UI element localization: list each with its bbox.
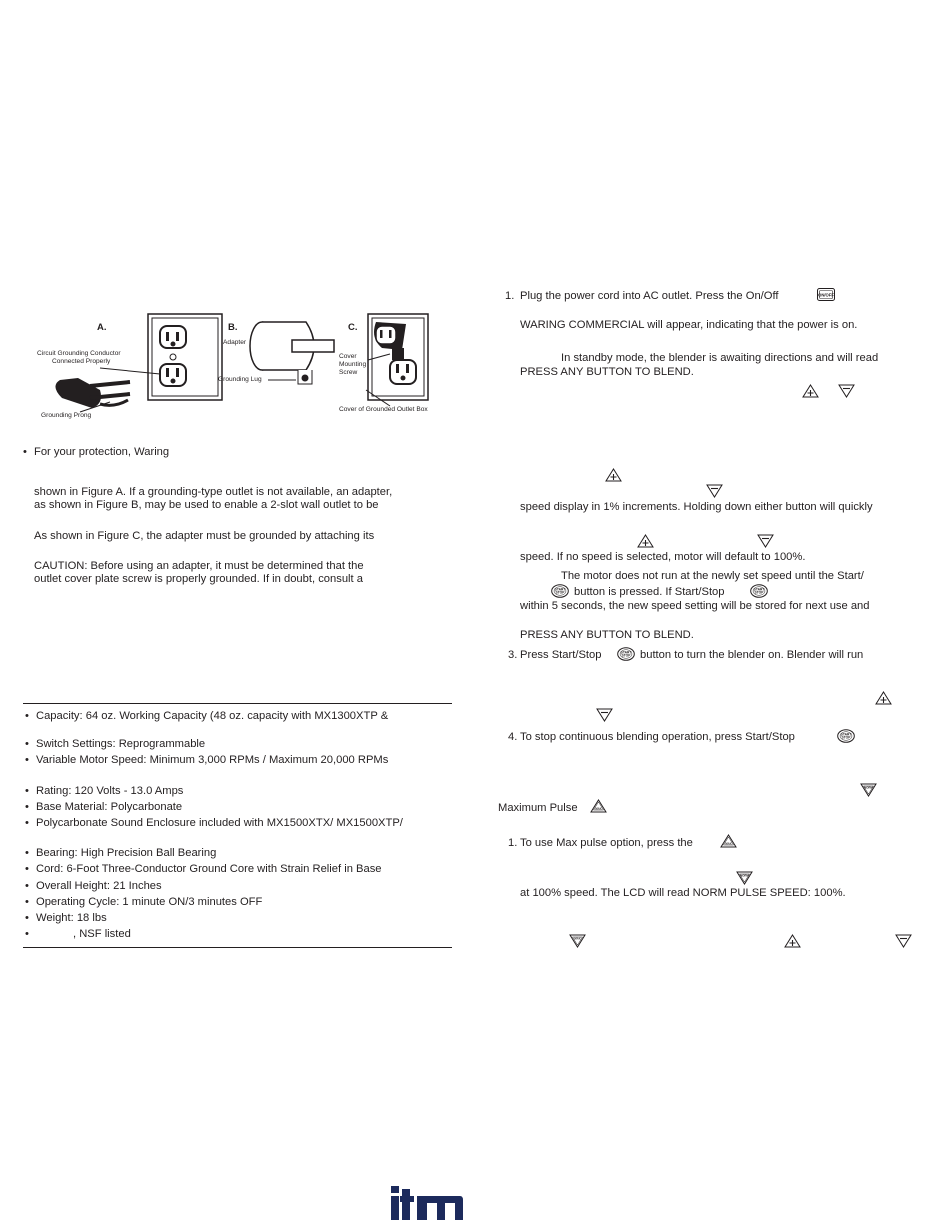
spec-cord: Cord: 6-Foot Three-Conductor Ground Core with Strain Relief in Base [36,863,382,875]
spec-operating-cycle: Operating Cycle: 1 minute ON/3 minutes OFF [36,896,263,908]
motor-note-line3: within 5 seconds, the new speed setting will be stored for next use and [520,600,870,612]
callout-cover-line2: Mounting [339,361,367,368]
bullet-marker: • [23,446,27,458]
on-off-button-icon [817,288,835,301]
spec-switch-settings: Switch Settings: Reprogrammable [36,738,206,750]
standby-line2: PRESS ANY BUTTON TO BLEND. [520,366,694,378]
callout-grounding-lug: Grounding Lug [218,376,262,383]
spec-capacity: Capacity: 64 oz. Working Capacity (48 oz. capacity with MX1300XTP & [36,710,389,722]
callout-circuit-line2: Connected Properly [52,358,111,365]
speed-down-icon [895,934,912,948]
motor-note-line2: button is pressed. If Start/Stop [574,586,725,598]
svg-text:START: START [840,732,852,737]
grounding-paragraph-line1: shown in Figure A. If a grounding-type outlet is not available, an adapter, [34,486,393,498]
start-stop-icon [617,647,635,661]
grounding-paragraph-line2: as shown in Figure B, may be used to enable a 2-slot wall outlet to be [34,499,379,511]
max-pulse-heading: Maximum Pulse [498,802,578,814]
spec-bullet: • [25,785,29,797]
speed-up-icon [605,468,622,482]
svg-text:STOP: STOP [621,653,631,658]
svg-text:START: START [554,587,566,592]
press-any-button-text: PRESS ANY BUTTON TO BLEND. [520,629,694,641]
spec-bullet: • [25,928,29,940]
max-pulse-icon [720,834,737,848]
spec-bearing: Bearing: High Precision Ball Bearing [36,847,217,859]
spec-nsf-listed: , NSF listed [73,928,131,940]
callout-cover-line3: Screw [339,369,358,376]
svg-text:MAX: MAX [574,936,581,941]
svg-text:STOP: STOP [841,735,851,740]
step1-text: Plug the power cord into AC outlet. Press the On/Off [520,290,779,302]
norm-pulse-icon [736,871,753,885]
step4-number: 4. [508,731,518,743]
specs-top-rule [23,703,452,704]
step3-text-a: Press Start/Stop [520,649,602,661]
spec-bullet: • [25,912,29,924]
step3-number: 3. [508,649,518,661]
svg-text:STOP: STOP [754,590,764,595]
grounding-figure [30,308,450,426]
spec-base-material: Base Material: Polycarbonate [36,801,183,813]
svg-text:START: START [753,587,765,592]
figure-label-b: B. [228,322,238,333]
start-stop-icon [750,584,768,598]
spec-rating: Rating: 120 Volts - 13.0 Amps [36,785,184,797]
caution-line1: CAUTION: Before using an adapter, it must be determined that the [34,560,364,572]
spec-overall-height: Overall Height: 21 Inches [36,880,162,892]
spec-bullet: • [25,847,29,859]
spec-bullet: • [25,817,29,829]
svg-text:START: START [620,650,632,655]
spec-bullet: • [25,896,29,908]
max-pulse-step1-number: 1. [508,837,518,849]
spec-bullet: • [25,710,29,722]
speed-up-icon [802,384,819,398]
specs-bottom-rule [23,947,452,948]
svg-text:STOP: STOP [555,590,565,595]
speed-down-icon [706,484,723,498]
callout-circuit-line1: Circuit Grounding Conductor [37,350,121,357]
max-pulse-icon [590,799,607,813]
itm-logo [390,1185,464,1221]
step1-number: 1. [505,290,515,302]
callout-adapter: Adapter [223,339,247,346]
speed-down-icon [838,384,855,398]
svg-text:MAX: MAX [725,841,732,846]
svg-text:NORM: NORM [740,873,749,878]
step3-text-b: button to turn the blender on. Blender will run [640,649,864,661]
start-stop-icon [551,584,569,598]
protection-text: For your protection, Waring [34,446,170,458]
adapter-paragraph: As shown in Figure C, the adapter must be grounded by attaching its [34,530,375,542]
speed-up-icon [875,691,892,705]
motor-note-line1: The motor does not run at the newly set speed until the Start/ [561,570,864,582]
spec-bullet: • [25,738,29,750]
speed-down-icon [757,534,774,548]
spec-motor-speed: Variable Motor Speed: Minimum 3,000 RPMs / Maximum 20,000 RPMs [36,754,389,766]
speed-display-text: speed display in 1% increments. Holding down either button will quickly [520,501,873,513]
spec-sound-enclosure: Polycarbonate Sound Enclosure included with MX1500XTX/ MX1500XTP/ [36,817,403,829]
svg-text:MAX: MAX [595,806,602,811]
max-pulse-step1-text: To use Max pulse option, press the [520,837,693,849]
spec-bullet: • [25,863,29,875]
norm-pulse-icon [860,783,877,797]
svg-text:NORM: NORM [864,785,873,790]
spec-weight: Weight: 18 lbs [36,912,107,924]
waring-commercial-text: WARING COMMERCIAL will appear, indicating that the power is on. [520,319,858,331]
caution-line2: outlet cover plate screw is properly grounded. If in doubt, consult a [34,573,363,585]
norm-pulse-text: at 100% speed. The LCD will read NORM PULSE SPEED: 100%. [520,887,846,899]
callout-cover-line1: Cover [339,353,357,360]
figure-label-a: A. [97,322,107,333]
spec-bullet: • [25,754,29,766]
spec-bullet: • [25,880,29,892]
speed-up-icon [784,934,801,948]
speed-up-icon [637,534,654,548]
max-pulse-down-icon [569,934,586,948]
spec-bullet: • [25,801,29,813]
svg-text:ON/OFF: ON/OFF [818,292,834,298]
step4-text: To stop continuous blending operation, press Start/Stop [520,731,795,743]
speed-down-icon [596,708,613,722]
speed-default-text: speed. If no speed is selected, motor will default to 100%. [520,551,806,563]
callout-cover-outlet-box: Cover of Grounded Outlet Box [339,406,428,413]
callout-grounding-prong: Grounding Prong [41,412,92,419]
start-stop-icon [837,729,855,743]
standby-line1: In standby mode, the blender is awaiting directions and will read [561,352,879,364]
figure-label-c: C. [348,322,358,333]
